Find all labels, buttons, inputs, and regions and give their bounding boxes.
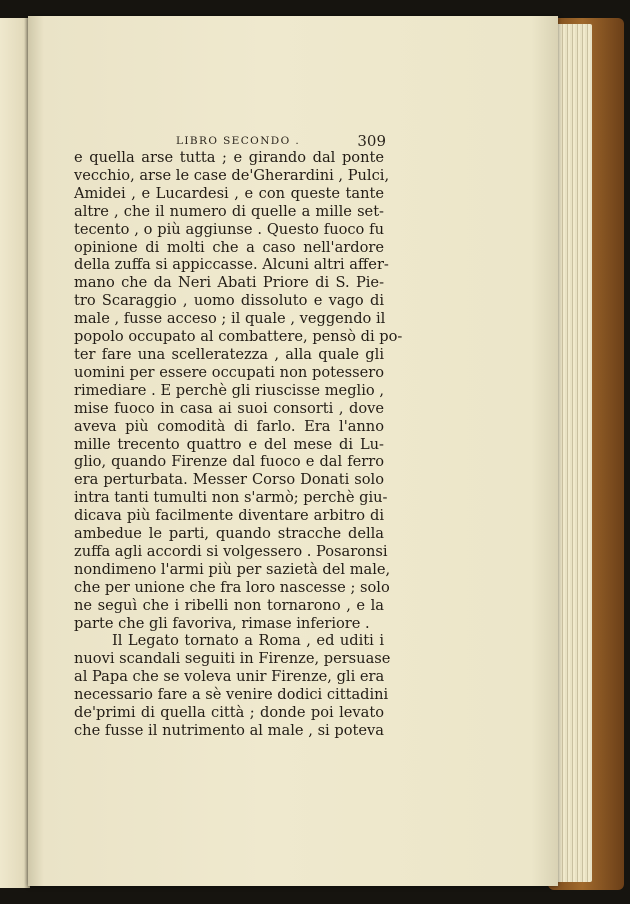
text-line: nuovi scandali seguiti in Firenze, persuase [74, 650, 391, 668]
text-line: opinione di molti che a caso nell'ardore [74, 238, 384, 256]
text-line: intra tanti tumulti non s'armò; perchè giu- [74, 489, 388, 507]
text-line: che fusse il nutrimento al male , si poteva [74, 722, 384, 739]
text-line: tecento , o più aggiunse . Questo fuoco fu [74, 220, 384, 238]
text-line: Amidei , e Lucardesi , e con queste tante [74, 184, 384, 202]
text-line: nondimeno l'armi più per sazietà del male, [74, 560, 391, 578]
text-line: de'primi di quella città ; donde poi levato [74, 704, 384, 722]
text-line: della zuffa si appiccasse. Alcuni altri affer- [74, 256, 389, 274]
text-line: tro Scaraggio , uomo dissoluto e vago di [74, 292, 384, 310]
text-line: al Papa che se voleva unir Firenze, gli era [74, 668, 385, 686]
text-line: glio, quando Firenze dal fuoco e dal ferro [74, 453, 384, 471]
page-number: 309 [357, 132, 386, 150]
text-line: ne seguì che i ribelli non tornarono , e la [74, 596, 384, 614]
left-page-sliver [0, 18, 30, 888]
text-line: che per unione che fra loro nascesse ; solo [74, 578, 390, 596]
running-title: LIBRO SECONDO . [176, 135, 301, 147]
text-line: dicava più facilmente diventare arbitro di [74, 507, 384, 525]
text-line: Il Legato tornato a Roma , ed uditi i [112, 632, 384, 650]
text-line: popolo occupato al combattere, pensò di po- [74, 328, 403, 346]
body-text [74, 149, 403, 740]
text-line: male , fusse acceso ; il quale , veggendo il [74, 310, 386, 328]
text-line: ambedue le parti, quando stracche della [74, 525, 384, 543]
text-line: era perturbata. Messer Corso Donati solo [74, 471, 384, 489]
text-line: parte che gli favoriva, rimase inferiore . [74, 614, 370, 632]
text-line: zuffa agli accordi si volgessero . Posaronsi [74, 542, 388, 560]
text-line: aveva più comodità di farlo. Era l'anno [74, 417, 384, 435]
text-line: ter fare una scelleratezza , alla quale gli [74, 345, 384, 363]
text-line: vecchio, arse le case de'Gherardini , Pulci, [74, 166, 390, 184]
text-line: uomini per essere occupati non potessero [74, 363, 384, 381]
text-line: e quella arse tutta ; e girando dal ponte [74, 149, 384, 166]
text-line: mille trecento quattro e del mese di Lu- [74, 435, 384, 453]
text-line: rimediare . E perchè gli riuscisse meglio , [74, 381, 384, 399]
text-line: necessario fare a sè venire dodici cittadini [74, 686, 389, 704]
text-line: mise fuoco in casa ai suoi consorti , dove [74, 399, 384, 417]
text-line: altre , che il numero di quelle a mille set- [74, 202, 384, 220]
text-line: mano che da Neri Abati Priore di S. Pie- [74, 274, 384, 292]
